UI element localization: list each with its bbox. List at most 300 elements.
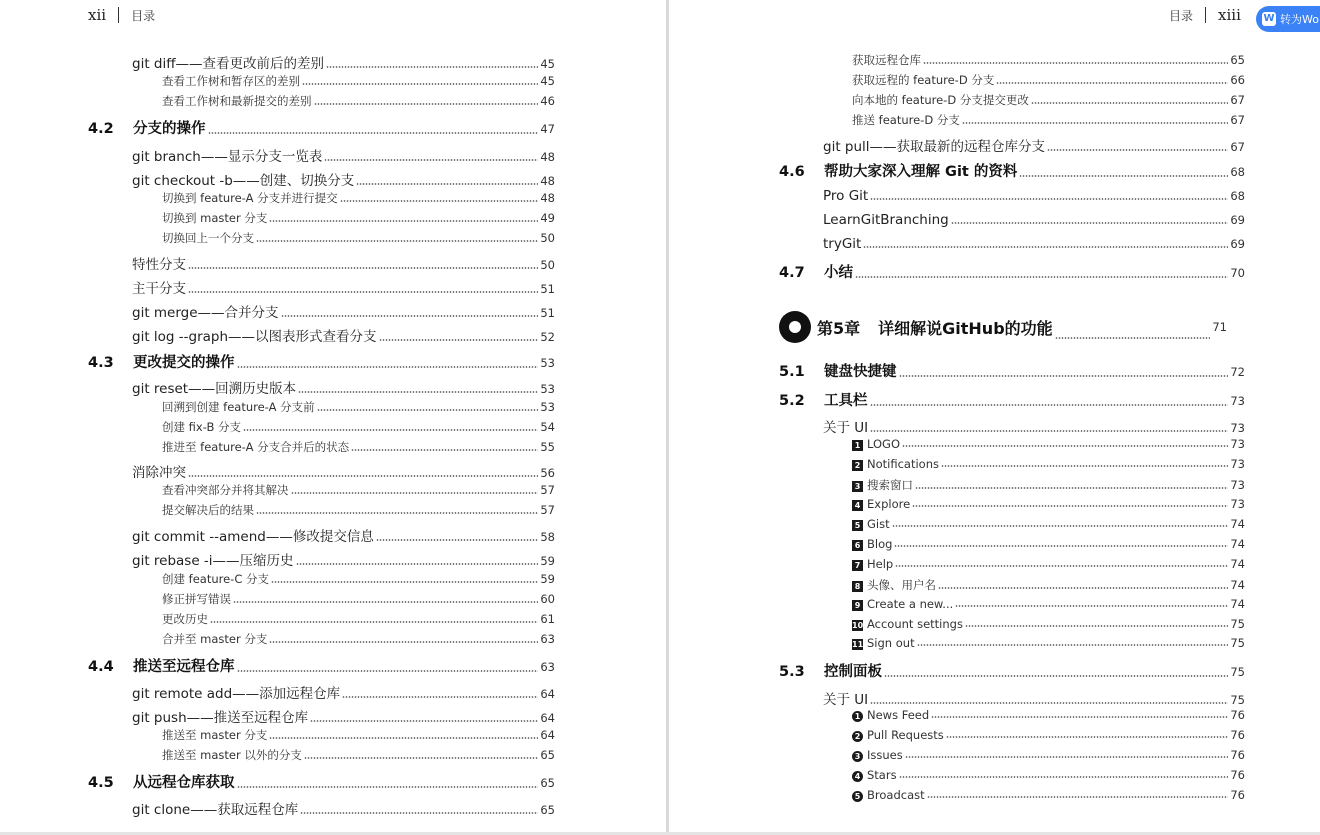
page-header: [88, 5, 155, 25]
leader-dots: [256, 512, 538, 514]
leader-dots: [188, 267, 538, 269]
toc-topic-entry[interactable]: [132, 682, 555, 702]
page-number: 75: [1230, 617, 1245, 631]
page-number: 74: [1230, 517, 1245, 531]
toc-sub-entry[interactable]: [852, 517, 1245, 531]
page-number: 73: [1230, 437, 1245, 451]
section-number: 4.7: [779, 265, 805, 281]
page-number: 73: [1230, 478, 1245, 492]
entry-title: 更改提交的操作: [133, 355, 235, 371]
section-number: 4.5: [88, 775, 114, 791]
page-number: 48: [540, 174, 555, 188]
page-number: 53: [540, 356, 555, 370]
leader-dots: [304, 757, 538, 759]
entry-title: News Feed: [867, 708, 930, 722]
page-number: 74: [1230, 557, 1245, 571]
entry-title: 小结: [824, 265, 853, 281]
convert-to-word-button[interactable]: [1256, 6, 1320, 32]
entry-title: 消除冲突: [132, 465, 186, 481]
leader-dots: [870, 198, 1228, 200]
page-number: 63: [540, 632, 555, 646]
toc-section-entry[interactable]: [779, 160, 1245, 181]
entry-title: 切换到 master 分支: [162, 211, 268, 225]
chapter-title: 详细解说GitHub的功能: [878, 318, 1053, 338]
toc-section-entry[interactable]: [88, 351, 555, 372]
section-number: 5.3: [779, 664, 805, 680]
numbered-square-icon: 7: [852, 560, 863, 571]
toc-topic-entry[interactable]: [823, 212, 1245, 228]
entry-title: Stars: [867, 768, 897, 782]
entry-title: 获取远程仓库: [852, 53, 921, 67]
page-number: 74: [1230, 597, 1245, 611]
leader-dots: [915, 487, 1228, 489]
toc-topic-entry[interactable]: [132, 461, 555, 481]
toc-section-entry[interactable]: [779, 261, 1245, 282]
toc-sub-entry[interactable]: [162, 482, 555, 498]
page-number: 49: [540, 211, 555, 225]
leader-dots: [310, 720, 538, 722]
numbered-square-icon: 11: [852, 640, 864, 649]
toc-sub-entry[interactable]: [852, 636, 1245, 650]
page-number: 64: [540, 728, 555, 742]
toc-sub-entry[interactable]: [162, 230, 555, 246]
entry-title: 创建 feature-C 分支: [162, 572, 270, 586]
leader-dots: [870, 430, 1228, 432]
toc-topic-entry[interactable]: [132, 549, 555, 569]
leader-dots: [951, 222, 1229, 224]
entry-title: git merge——合并分支: [132, 305, 279, 321]
page-number: 65: [1230, 53, 1245, 67]
entry-title: 推送至 master 分支: [162, 728, 268, 742]
toc-sub-entry[interactable]: [162, 210, 555, 226]
toc-section-entry[interactable]: [88, 655, 555, 676]
leader-dots: [902, 445, 1228, 447]
page-number: 47: [540, 122, 555, 136]
leader-dots: [892, 525, 1229, 527]
page-number: 69: [1230, 213, 1245, 227]
numbered-square-icon: 9: [852, 600, 863, 611]
leader-dots: [899, 776, 1229, 778]
entry-title: 推送至 master 以外的分支: [162, 748, 302, 762]
entry-title: 创建 fix-B 分支: [162, 420, 241, 434]
leader-dots: [342, 696, 538, 698]
section-number: 5.2: [779, 393, 805, 409]
entry-title: git diff——查看更改前后的差别: [132, 56, 325, 72]
entry-title: Help: [867, 557, 894, 571]
page-number: 57: [540, 483, 555, 497]
entry-title: 查看工作树和最新提交的差别: [162, 94, 312, 108]
section-number: 5.1: [779, 364, 805, 380]
toc-sub-entry[interactable]: [852, 457, 1245, 471]
page-number: 76: [1230, 708, 1245, 722]
leader-dots: [938, 587, 1228, 589]
toc-sub-entry[interactable]: [162, 190, 555, 206]
toc-topic-entry[interactable]: [132, 145, 555, 165]
toc-topic-entry[interactable]: [132, 525, 555, 545]
page-number: 58: [540, 530, 555, 544]
leader-dots: [955, 605, 1228, 607]
leader-dots: [855, 276, 1228, 278]
entry-title: 提交解决后的结果: [162, 503, 254, 517]
leader-dots: [927, 796, 1229, 798]
entry-title: Sign out: [867, 636, 915, 650]
leader-dots: [281, 315, 539, 317]
page-number: 72: [1230, 365, 1245, 379]
page-number: 51: [540, 282, 555, 296]
entry-title: 推送至远程仓库: [133, 659, 235, 675]
page-number: 76: [1230, 748, 1245, 762]
entry-title: 关于 UI: [823, 420, 869, 436]
toc-sub-entry[interactable]: [852, 768, 1245, 782]
leader-dots: [965, 625, 1228, 627]
toc-sub-entry[interactable]: [852, 112, 1245, 128]
toc-section-entry[interactable]: [88, 771, 555, 792]
section-number: 4.6: [779, 164, 805, 180]
entry-title: LearnGitBranching: [823, 212, 949, 228]
page-number: 46: [540, 94, 555, 108]
leader-dots: [899, 375, 1229, 377]
leader-dots: [895, 565, 1228, 567]
leader-dots: [931, 716, 1228, 718]
leader-dots: [188, 291, 538, 293]
leader-dots: [210, 621, 538, 623]
entry-title: 控制面板: [824, 664, 882, 680]
entry-title: 向本地的 feature-D 分支提交更改: [852, 93, 1029, 107]
page-number: 75: [1230, 665, 1245, 679]
leader-dots: [340, 200, 539, 202]
toc-topic-entry[interactable]: [132, 52, 555, 72]
leader-dots: [941, 465, 1228, 467]
page-number: 69: [1230, 237, 1245, 251]
entry-title: git log --graph——以图表形式查看分支: [132, 329, 377, 345]
leader-dots: [962, 122, 1229, 124]
page-number: 50: [540, 258, 555, 272]
toc-topic-entry[interactable]: [823, 416, 1245, 436]
page-number: 73: [1230, 421, 1245, 435]
leader-dots: [237, 366, 539, 368]
page-number: 76: [1230, 728, 1245, 742]
leader-dots: [1031, 102, 1229, 104]
toc-section-entry[interactable]: [779, 360, 1245, 381]
numbered-circle-icon: 4: [852, 771, 863, 782]
page-number: 74: [1230, 537, 1245, 551]
toc-sub-entry[interactable]: [852, 748, 1245, 762]
toc-sub-entry[interactable]: [852, 477, 1245, 493]
page-number: 48: [540, 150, 555, 164]
toc-sub-entry[interactable]: [852, 708, 1245, 722]
header-divider: [118, 7, 119, 23]
leader-dots: [870, 702, 1228, 704]
entry-title: git reset——回溯历史版本: [132, 381, 297, 397]
entry-title: git clone——获取远程仓库: [132, 802, 299, 818]
page-number: 75: [1230, 636, 1245, 650]
leader-dots: [243, 429, 538, 431]
entry-title: git push——推送至远程仓库: [132, 710, 309, 726]
page-number: 76: [1230, 788, 1245, 802]
toc-sub-entry[interactable]: [852, 437, 1245, 451]
toc-topic-entry[interactable]: [132, 706, 555, 726]
page-number: 60: [540, 592, 555, 606]
toc-topic-entry[interactable]: [132, 277, 555, 297]
page-number: 45: [540, 57, 555, 71]
page-number: 57: [540, 503, 555, 517]
header-divider: [1205, 7, 1206, 23]
toc-topic-entry[interactable]: [132, 377, 555, 397]
page-number: 59: [540, 572, 555, 586]
page-number: 76: [1230, 768, 1245, 782]
page-number: 59: [540, 554, 555, 568]
page-number: 71: [1212, 320, 1227, 334]
chapter-heading[interactable]: [779, 311, 1227, 343]
leader-dots: [905, 756, 1229, 758]
leader-dots: [256, 240, 538, 242]
leader-dots: [269, 220, 538, 222]
numbered-circle-icon: 2: [852, 731, 863, 742]
toc-sub-entry[interactable]: [162, 591, 555, 607]
toc-topic-entry[interactable]: [132, 253, 555, 273]
leader-dots: [863, 246, 1228, 248]
leader-dots: [188, 475, 538, 477]
entry-title: Explore: [867, 497, 911, 511]
leader-dots: [300, 812, 538, 814]
entry-title: 工具栏: [824, 393, 868, 409]
entry-title: Notifications: [867, 457, 939, 471]
toc-sub-entry[interactable]: [162, 747, 555, 763]
entry-title: Create a new...: [867, 597, 954, 611]
entry-title: Blog: [867, 537, 893, 551]
leader-dots: [884, 675, 1228, 677]
entry-title: Issues: [867, 748, 903, 762]
entry-title: Pro Git: [823, 188, 869, 204]
page-number: 61: [540, 612, 555, 626]
entry-title: 分支的操作: [133, 121, 206, 137]
entry-title: git pull——获取最新的远程仓库分支: [823, 139, 1046, 155]
toc-sub-entry[interactable]: [852, 617, 1245, 631]
toc-topic-entry[interactable]: [132, 301, 555, 321]
numbered-square-icon: 4: [852, 500, 863, 511]
entry-title: 帮助大家深入理解 Git 的资料: [824, 164, 1018, 180]
leader-dots: [351, 449, 538, 451]
page-number: 68: [1230, 189, 1245, 203]
leader-dots: [298, 391, 538, 393]
leader-dots: [317, 409, 539, 411]
page-number: 50: [540, 231, 555, 245]
toc-topic-entry[interactable]: [132, 325, 555, 345]
page-number: 74: [1230, 578, 1245, 592]
page-number: 45: [540, 74, 555, 88]
entry-title: Gist: [867, 517, 890, 531]
page-number: 65: [540, 748, 555, 762]
leader-dots: [233, 601, 538, 603]
page-number: 52: [540, 330, 555, 344]
toc-sub-entry[interactable]: [852, 52, 1245, 68]
page-number: 67: [1230, 140, 1245, 154]
leader-dots: [917, 644, 1229, 646]
toc-topic-entry[interactable]: [823, 688, 1245, 708]
entry-title: 主干分支: [132, 281, 186, 297]
entry-title: 关于 UI: [823, 692, 869, 708]
leader-dots: [1047, 149, 1228, 151]
entry-title: git checkout -b——创建、切换分支: [132, 173, 355, 189]
toc-sub-entry[interactable]: [162, 631, 555, 647]
toc-topic-entry[interactable]: [823, 135, 1245, 155]
page-number: 68: [1230, 165, 1245, 179]
page-folio: xii: [88, 6, 107, 24]
leader-dots: [946, 736, 1229, 738]
entry-title: 修正拼写错误: [162, 592, 231, 606]
entry-title: 推进至 feature-A 分支合并后的状态: [162, 440, 350, 454]
toc-section-entry[interactable]: [779, 389, 1245, 410]
toc-sub-entry[interactable]: [162, 611, 555, 627]
entry-title: 更改历史: [162, 612, 208, 626]
page-number: 67: [1230, 113, 1245, 127]
page-folio: xiii: [1218, 6, 1241, 24]
numbered-circle-icon: 1: [852, 711, 863, 722]
numbered-circle-icon: 3: [852, 751, 863, 762]
page-number: 64: [540, 711, 555, 725]
toc-sub-entry[interactable]: [852, 557, 1245, 571]
page-number: 56: [540, 466, 555, 480]
page-number: 54: [540, 420, 555, 434]
page-number: 55: [540, 440, 555, 454]
numbered-square-icon: 6: [852, 540, 863, 551]
toc-sub-entry[interactable]: [852, 728, 1245, 742]
section-number: 4.2: [88, 121, 114, 137]
entry-title: Broadcast: [867, 788, 925, 802]
toc-sub-entry[interactable]: [162, 571, 555, 587]
page-number: 73: [1230, 457, 1245, 471]
page-number: 66: [1230, 73, 1245, 87]
page-number: 51: [540, 306, 555, 320]
leader-dots: [356, 183, 538, 185]
leader-dots: [1055, 337, 1211, 339]
entry-title: 搜索窗口: [867, 478, 913, 492]
entry-title: tryGit: [823, 236, 862, 252]
circle-badge-icon: [779, 311, 811, 343]
entry-title: git remote add——添加远程仓库: [132, 686, 341, 702]
numbered-square-icon: 10: [852, 621, 864, 630]
toc-sub-entry[interactable]: [162, 727, 555, 743]
entry-title: 从远程仓库获取: [133, 775, 235, 791]
numbered-circle-icon: 5: [852, 791, 863, 802]
page-number: 53: [540, 400, 555, 414]
numbered-square-icon: 8: [852, 581, 863, 592]
toc-sub-entry[interactable]: [852, 92, 1245, 108]
leader-dots: [996, 82, 1228, 84]
leader-dots: [326, 66, 538, 68]
leader-dots: [208, 132, 539, 134]
leader-dots: [376, 539, 539, 541]
page-number: 73: [1230, 497, 1245, 511]
leader-dots: [302, 83, 538, 85]
entry-title: git rebase -i——压缩历史: [132, 553, 294, 569]
chapter-number: 第5章: [817, 318, 861, 338]
numbered-square-icon: 2: [852, 460, 863, 471]
toc-sub-entry[interactable]: [852, 537, 1245, 551]
leader-dots: [870, 404, 1229, 406]
leader-dots: [379, 339, 539, 341]
header-label: 目录: [1169, 8, 1194, 23]
page-number: 67: [1230, 93, 1245, 107]
leader-dots: [912, 505, 1228, 507]
toc-sub-entry[interactable]: [852, 497, 1245, 511]
leader-dots: [314, 103, 539, 105]
page-number: 70: [1230, 266, 1245, 280]
page-number: 53: [540, 382, 555, 396]
toc-sub-entry[interactable]: [162, 93, 555, 109]
leader-dots: [269, 737, 538, 739]
page-number: 48: [540, 191, 555, 205]
page-number: 75: [1230, 693, 1245, 707]
toc-sub-entry[interactable]: [162, 502, 555, 518]
entry-title: 头像、用户名: [867, 578, 936, 592]
entry-title: git branch——显示分支一览表: [132, 149, 323, 165]
leader-dots: [237, 786, 539, 788]
entry-title: 查看冲突部分并将其解决: [162, 483, 289, 497]
toc-topic-entry[interactable]: [823, 236, 1245, 252]
page-number: 73: [1230, 394, 1245, 408]
page-number: 63: [540, 660, 555, 674]
toc-sub-entry[interactable]: [852, 577, 1245, 593]
entry-title: 获取远程的 feature-D 分支: [852, 73, 995, 87]
numbered-square-icon: 5: [852, 520, 863, 531]
entry-title: 切换到 feature-A 分支并进行提交: [162, 191, 338, 205]
entry-title: 合并至 master 分支: [162, 632, 268, 646]
leader-dots: [296, 563, 539, 565]
toc-sub-entry[interactable]: [852, 788, 1245, 802]
entry-title: LOGO: [867, 437, 901, 451]
header-label: 目录: [131, 8, 156, 23]
word-icon: W: [1263, 13, 1275, 24]
toc-section-entry[interactable]: [88, 117, 555, 138]
entry-title: 键盘快捷键: [824, 364, 897, 380]
leader-dots: [923, 62, 1228, 64]
entry-title: Account settings: [867, 617, 963, 631]
entry-title: 查看工作树和暂存区的差别: [162, 74, 300, 88]
toc-section-entry[interactable]: [779, 660, 1245, 681]
toc-sub-entry[interactable]: [852, 72, 1245, 88]
page-number: 64: [540, 687, 555, 701]
entry-title: 回溯到创建 feature-A 分支前: [162, 400, 315, 414]
numbered-square-icon: 3: [852, 481, 863, 492]
leader-dots: [324, 159, 538, 161]
toc-sub-entry[interactable]: [162, 399, 555, 415]
toc-topic-entry[interactable]: [132, 798, 555, 818]
leader-dots: [291, 492, 539, 494]
convert-button-label: 转为Wo: [1280, 13, 1319, 26]
toc-topic-entry[interactable]: [132, 169, 555, 189]
entry-title: git commit --amend——修改提交信息: [132, 529, 374, 545]
entry-title: 特性分支: [132, 257, 186, 273]
page-number: 65: [540, 776, 555, 790]
leader-dots: [237, 670, 539, 672]
page-header: [1169, 5, 1241, 25]
leader-dots: [894, 545, 1228, 547]
section-number: 4.4: [88, 659, 114, 675]
section-number: 4.3: [88, 355, 114, 371]
toc-sub-entry[interactable]: [162, 73, 555, 89]
leader-dots: [269, 641, 538, 643]
right-page: [669, 0, 1320, 832]
entry-title: 推送 feature-D 分支: [852, 113, 960, 127]
leader-dots: [271, 581, 538, 583]
toc-topic-entry[interactable]: [823, 188, 1245, 204]
toc-sub-entry[interactable]: [852, 597, 1245, 611]
toc-sub-entry[interactable]: [162, 439, 555, 455]
leader-dots: [1019, 175, 1228, 177]
toc-sub-entry[interactable]: [162, 419, 555, 435]
numbered-square-icon: 1: [852, 440, 863, 451]
